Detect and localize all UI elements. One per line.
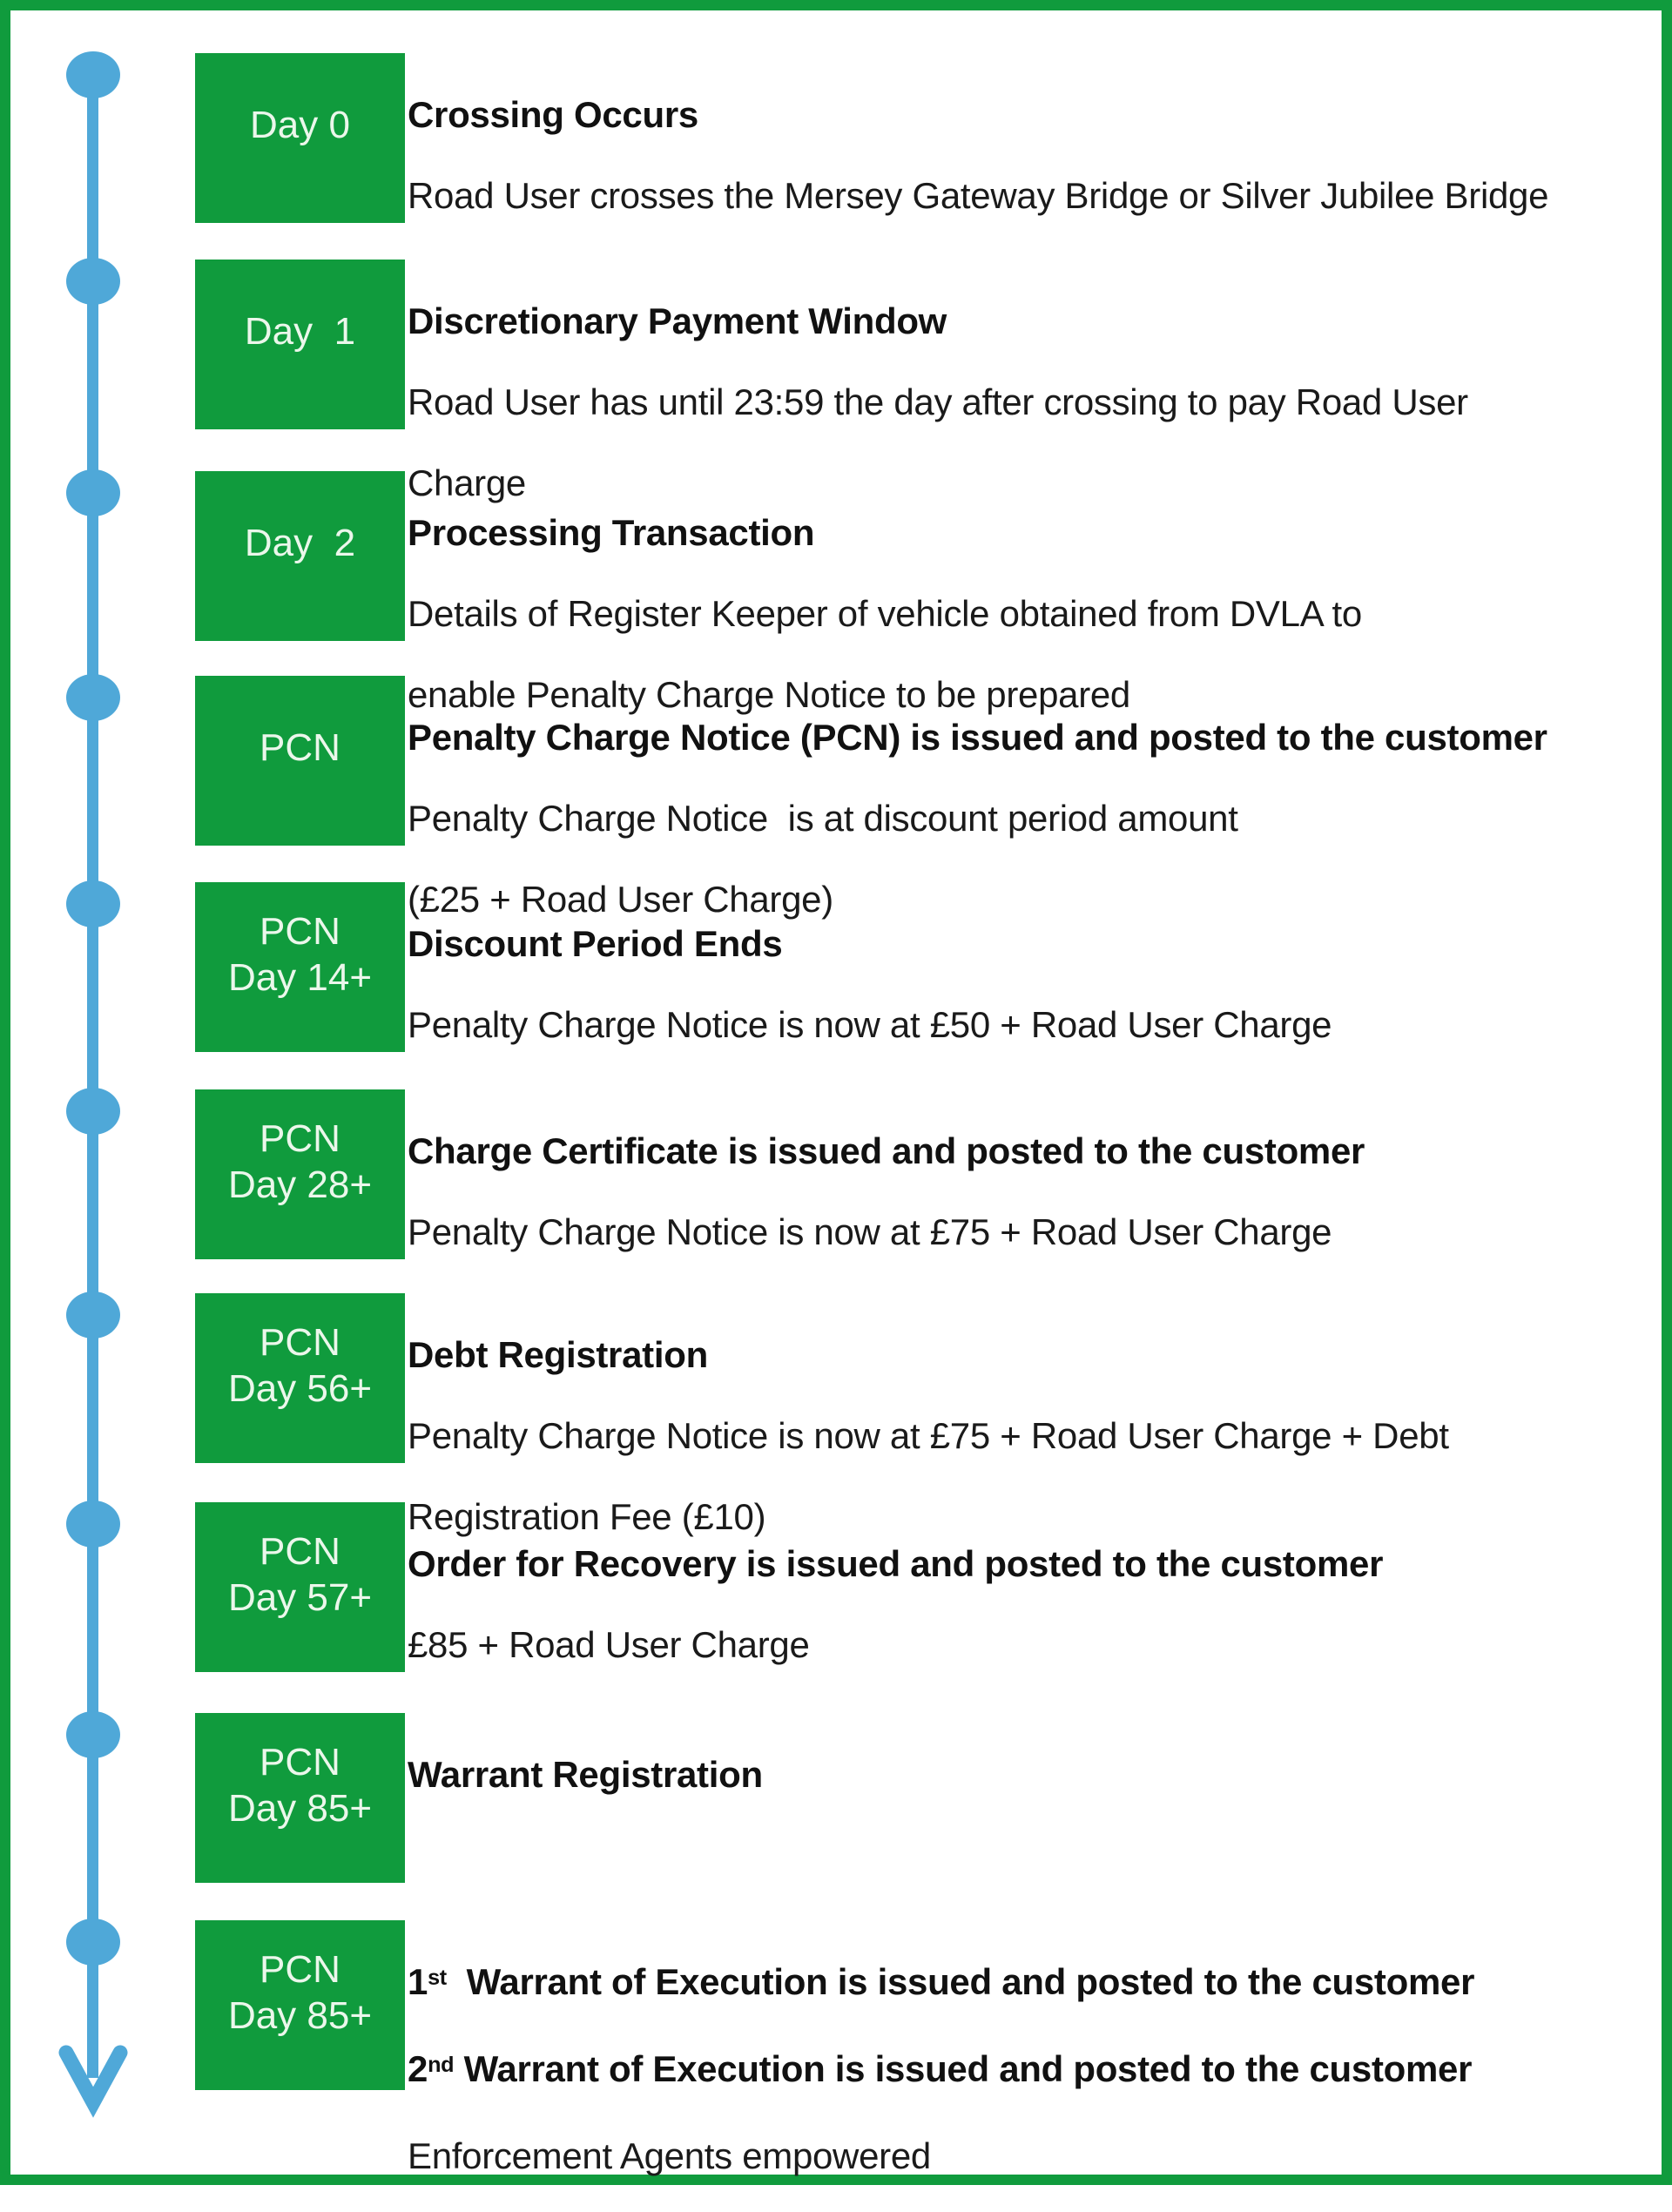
stage-title: Order for Recovery is issued and posted to the customer [408,1543,1384,1584]
stage-row [10,1502,1662,1710]
stage-description-line: Registration Fee (£10) [408,1496,766,1537]
stage-row [10,1089,1662,1297]
stage-title-ordinal-line [408,1957,1474,2013]
stage-box-label: Day 57+ [227,1575,373,1619]
stage-box-label: Day 14+ [227,955,373,999]
stage-box-label: Day 56+ [227,1366,373,1410]
stage-box [195,676,405,846]
stage-title: Processing Transaction [408,512,815,553]
stage-description-line: enable Penalty Charge Notice to be prepared [408,674,1130,715]
stage-box-label: Day 85+ [227,1786,373,1830]
stage-box-label: PCN [260,909,340,953]
stage-box [195,471,405,641]
stage-title-ordinal-line [408,2044,1474,2100]
stage-row [10,1920,1662,2176]
stage-row [10,1713,1662,1920]
stage-box [195,1293,405,1463]
stage-row [10,1293,1662,1537]
stage-row [10,882,1662,1089]
stage-box [195,260,405,429]
stage-text [408,58,1548,252]
stage-box-label: PCN [260,1116,340,1160]
stage-box [195,1713,405,1883]
stage-text [408,1925,1474,2212]
stage-description-line: Penalty Charge Notice is now at £75 + Road User Charge + Debt [408,1415,1449,1456]
ordinal-number: 2 [408,2048,428,2089]
stage-row [10,53,1662,260]
stage-description-line: £85 + Road User Charge [408,1624,810,1665]
stage-box-label: PCN [260,1740,340,1784]
stage-box [195,1502,405,1672]
stage-box [195,1089,405,1259]
stage-text [408,887,1332,1081]
stage-box [195,882,405,1052]
stage-box-label: Day 0 [250,104,350,146]
stage-text [408,1095,1365,1288]
ordinal-text: Warrant of Execution is issued and posted to the customer [454,2048,1473,2089]
ordinal-suffix: nd [428,2052,455,2077]
stage-box-label: PCN [260,1529,340,1573]
stage-description-line: Road User has until 23:59 the day after crossing to pay Road User [408,381,1468,422]
stage-box-label: PCN [260,1320,340,1364]
stage-title: Discretionary Payment Window [408,300,947,341]
stage-description-line: Details of Register Keeper of vehicle obtained from DVLA to [408,593,1362,634]
stage-description-line: Penalty Charge Notice is now at £50 + Road User Charge [408,1004,1332,1045]
stage-box [195,1920,405,2090]
stage-row [10,260,1662,503]
stage-description-line: Enforcement Agents empowered [408,2135,931,2176]
stage-box-label: Day 28+ [227,1163,373,1206]
stage-description-line: (£25 + Road User Charge) [408,879,833,920]
stage-box-label: PCN [260,1947,340,1991]
stage-box-label: PCN [260,726,340,769]
ordinal-number: 1 [408,1961,428,2002]
stage-description-line: Charge [408,462,526,503]
stage-row [10,676,1662,920]
stage-description-line: Penalty Charge Notice is at discount period amount [408,798,1238,839]
stage-title: Penalty Charge Notice (PCN) is issued and posted to the customer [408,717,1547,758]
stage-description-line: Penalty Charge Notice is now at £75 + Road User Charge [408,1211,1332,1252]
stage-title: Charge Certificate is issued and posted to the customer [408,1130,1365,1171]
stage-description-line: Road User crosses the Mersey Gateway Bridge or Silver Jubilee Bridge [408,175,1549,216]
stage-title: Crossing Occurs [408,94,698,135]
stage-box-label: Day 1 [244,310,356,353]
stage-title: Debt Registration [408,1334,708,1375]
stage-title: Warrant Registration [408,1754,763,1795]
stage-row [10,471,1662,715]
stage-box [195,53,405,223]
stage-text [408,1718,763,1831]
ordinal-text: Warrant of Execution is issued and posted to the customer [446,1961,1475,2002]
ordinal-suffix: st [428,1965,447,1990]
stage-box-label: Day 85+ [227,1993,373,2037]
stage-box-label: Day 2 [244,522,356,564]
stage-title: Discount Period Ends [408,923,783,964]
stage-text [408,1507,1383,1701]
